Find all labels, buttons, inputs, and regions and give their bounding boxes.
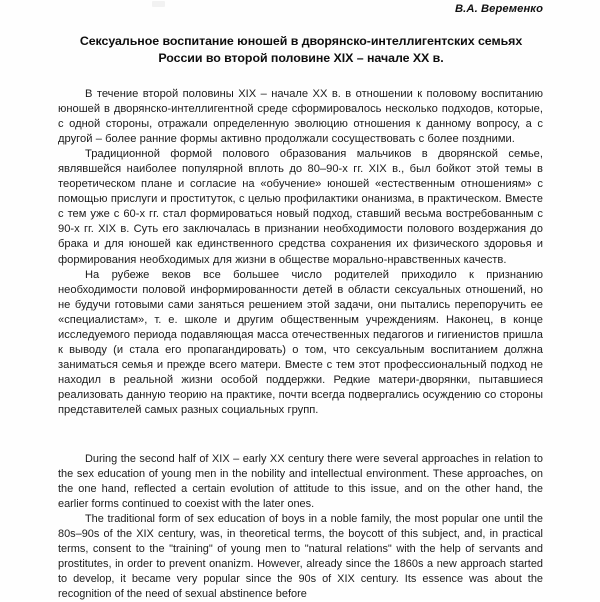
title-line-2: семьях России во второй половине XIX – начале XX в.: [158, 34, 523, 65]
page-title: [78, 33, 524, 66]
russian-paragraph-3: На рубеже веков все большее число родителей приходило к признанию необходимости половой информированности детей в области сексуальных отношений, но не будучи готовыми сами заняться решением этой задачи, они пытались перепоручить ее «специалистам», т. е. школе и другим общественным учреждениям. Наконец, в конце исследуемого периода подавляющая масса отечественных педагогов и гигиенистов пришла к выводу (и стала его пропагандировать) о том, что сексуальным воспитанием должна заниматься семья и прежде всего матери. Вместе с тем этот профессиональный подход не находил в реальной жизни особой поддержки. Редкие матери-дворянки, пытавшиеся реализовать данную теорию на практике, почти всегда подвергались осуждению со стороны представителей самых разных социальных групп.: [58, 268, 543, 416]
russian-paragraph-1: В течение второй половины XIX – начале XX в. в отношении к половому воспитанию юношей в дворянско-интеллигентной среде сформировалось несколько подходов, которые, с одной стороны, отражали определенную эволюцию отношения к данному вопросу, а с другой – более ранние формы активно продолжали сосуществовать с более поздними.: [58, 88, 543, 146]
english-paragraph-2: The traditional form of sex education of boys in a noble family, the most popular one until the 80s–90s of the XIX century, was, in theoretical terms, the boycott of this subject, and, in practical terms, consent to the "training" of young men to "natural relations" with the help of servants and prostitutes, in order to prevent onanizm. However, already since the 1860s a new approach started to develop, it became very popular since the 90s of XIX century. Its essence was about the recognition of the need of sexual abstinence before: [58, 513, 543, 600]
russian-paragraph-2: Традиционной формой полового образования мальчиков в дворянской семье, являвшейся наиболее популярной вплоть до 80–90-х гг. XIX в., был бойкот этой темы в теоретическом плане и согласие на «обучение» юношей «естественным отношениям» с помощью прислуги и проституток, с целью профилактики онанизма, в практическом. Вместе с тем уже с 60-х гг. стал формироваться новый подход, ставший весьма востребованным с 90-х гг. XIX в. Суть его заключалась в признании необходимости полового воздержания до брака и для юношей как единственного средства сохранения их физического здоровья и формирования необходимых для жизни в обществе морально-нравственных качеств.: [58, 148, 543, 266]
english-abstract-body: [58, 452, 543, 602]
title-line-1: Сексуальное воспитание юношей в дворянско-интеллигентских: [79, 34, 475, 48]
russian-abstract-body: [58, 87, 543, 418]
running-head-author: В.А. Веременко: [455, 3, 543, 15]
english-paragraph-1: During the second half of XIX – early XX century there were several approaches in relation to the sex education of young men in the nobility and intellectual environment. These approaches, on the one hand, reflected a certain evolution of attitude to this issue, and on the other hand, the earlier forms continued to coexist with the later ones.: [58, 453, 543, 510]
